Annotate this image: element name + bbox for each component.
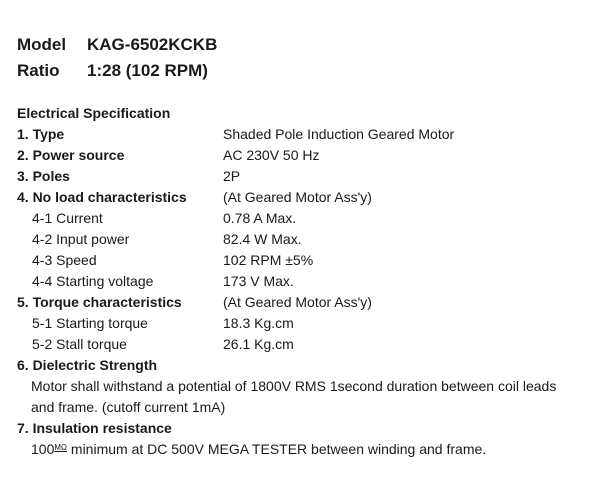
dielectric-line-1: Motor shall withstand a potential of 1800V RMS 1second duration between coil leads [31,378,557,394]
spec-row-no-load [17,189,587,207]
spec-key: 5. Torque characteristics [17,294,182,310]
spec-key: 5-2 Stall torque [32,336,127,352]
model-value: KAG-6502KCKB [87,35,218,54]
ratio-label: Ratio [17,61,60,80]
spec-value: 18.3 Kg.cm [223,315,294,331]
spec-value: 102 RPM ±5% [223,252,314,268]
spec-key: 5-1 Starting torque [32,315,148,331]
insulation-line [31,441,486,457]
spec-key: 1. Type [17,126,65,142]
spec-value: Shaded Pole Induction Geared Motor [223,126,455,142]
spec-value: 0.78 A Max. [223,210,297,226]
spec-key: 4. No load characteristics [17,189,187,205]
spec-row-stall-torque [17,336,587,354]
model-label: Model [17,35,67,54]
spec-value: (At Geared Motor Ass'y) [223,189,372,205]
spec-row-starting-torque [17,315,587,333]
spec-value: 2P [223,168,241,184]
spec-value: 82.4 W Max. [223,231,302,247]
spec-key: 4-3 Speed [32,252,97,268]
spec-row-speed [17,252,587,270]
spec-row-current [17,210,587,228]
spec-key: 4-4 Starting voltage [32,273,154,289]
dielectric-heading-row [17,357,587,375]
insulation-heading-row [17,420,587,438]
spec-value: (At Geared Motor Ass'y) [223,294,372,310]
spec-row-starting-voltage [17,273,587,291]
insulation-title: 7. Insulation resistance [17,420,172,436]
spec-row-input-power [17,231,587,249]
ratio-row [17,61,208,81]
spec-value: AC 230V 50 Hz [223,147,320,163]
spec-key: 4-2 Input power [32,231,130,247]
spec-key: 2. Power source [17,147,125,163]
spec-row-type [17,126,587,144]
spec-key: 3. Poles [17,168,70,184]
spec-row-torque [17,294,587,312]
section-title: Electrical Specification [17,105,171,121]
spec-row-poles [17,168,587,186]
spec-key: 4-1 Current [32,210,103,226]
insulation-suffix: minimum at DC 500V MEGA TESTER between winding and frame. [67,441,487,457]
ratio-value: 1:28 (102 RPM) [87,61,208,80]
dielectric-line-2: and frame. (cutoff current 1mA) [31,399,226,415]
megohm-unit-glyph: MΩ [54,443,68,452]
spec-row-power-source [17,147,587,165]
spec-value: 26.1 Kg.cm [223,336,294,352]
dielectric-title: 6. Dielectric Strength [17,357,158,373]
spec-value: 173 V Max. [223,273,294,289]
model-row [17,35,217,55]
insulation-prefix: 100 [31,441,55,457]
